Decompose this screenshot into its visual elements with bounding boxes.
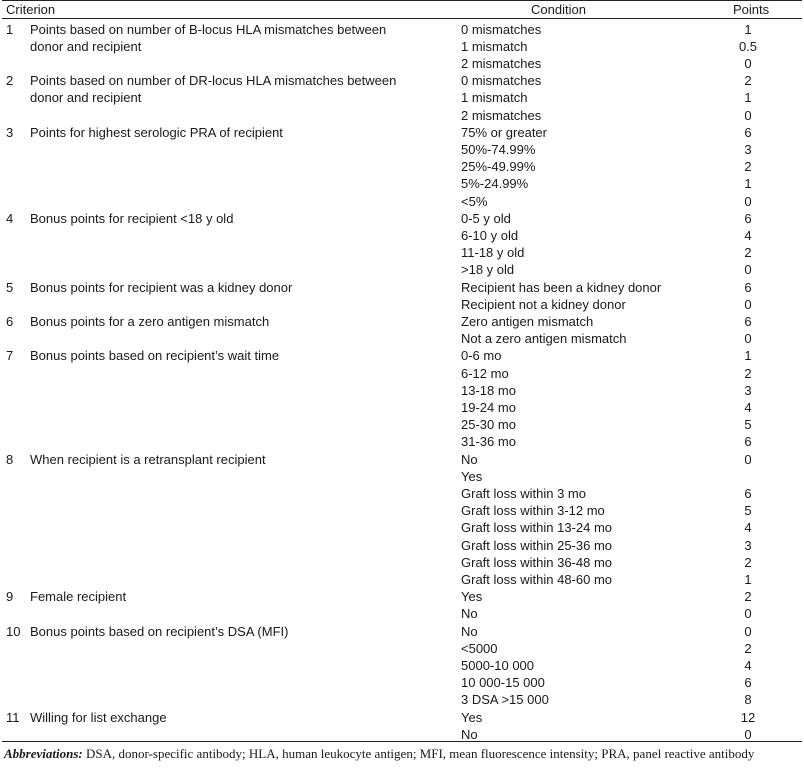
criterion-text: donor and recipient [30,90,142,106]
points-cell: 1 [744,348,752,364]
condition-cell: 0-6 mo [461,348,502,364]
points-cell: 2 [744,640,752,656]
header-condition: Condition [531,2,586,17]
points-cell: 5 [744,417,752,433]
condition-cell: 3 DSA >15 000 [461,692,549,708]
points-cell: 6 [744,313,752,329]
points-cell: 5 [744,503,752,519]
points-cell: 4 [744,399,752,415]
points-cell: 1 [744,571,752,587]
criterion-text: Points based on number of B-locus HLA mismatches between [30,21,387,37]
points-cell: 3 [744,382,752,398]
condition-cell: Zero antigen mismatch [461,313,594,329]
criterion-number: 4 [6,210,14,226]
points-cell: 6 [744,279,752,295]
condition-cell: 5000-10 000 [461,657,535,673]
points-cell: 8 [744,692,752,708]
criterion-number: 6 [6,313,14,329]
header-criterion: Criterion [6,2,56,17]
criterion-number: 1 [6,21,14,37]
footnote-label: Abbreviations: [4,746,83,761]
condition-cell: 75% or greater [461,124,547,140]
condition-cell: >18 y old [461,262,515,278]
condition-cell: <5% [461,193,488,209]
points-cell: 4 [744,227,752,243]
points-cell: 0.5 [738,38,758,54]
points-cell: 2 [744,159,752,175]
table-bottom-rule [2,741,802,742]
header-rule [2,18,802,19]
points-cell: 0 [744,107,752,123]
condition-cell: 5%-24.99% [461,176,529,192]
points-cell: 1 [744,90,752,106]
condition-cell: Not a zero antigen mismatch [461,331,627,347]
points-cell: 4 [744,520,752,536]
criterion-number: 11 [6,709,20,725]
condition-cell: No [461,623,478,639]
points-cell: 1 [744,176,752,192]
condition-cell: 13-18 mo [461,382,516,398]
points-cell: 4 [744,657,752,673]
points-cell: 1 [744,21,752,37]
condition-cell: 0 mismatches [461,73,542,89]
condition-cell: 25%-49.99% [461,159,536,175]
criterion-text: donor and recipient [30,38,142,54]
points-cell: 2 [744,73,752,89]
condition-cell: Graft loss within 36-48 mo [461,554,613,570]
criterion-number: 2 [6,73,14,89]
criterion-text: Willing for list exchange [30,709,167,725]
criterion-text: Points based on number of DR-locus HLA mismatches between [30,73,397,89]
points-cell: 12 [740,709,756,725]
condition-cell: Yes [461,709,483,725]
condition-cell: Yes [461,589,483,605]
condition-cell: No [461,726,478,742]
points-cell: 6 [744,210,752,226]
criterion-text: Bonus points based on recipient’s DSA (MFI) [30,623,289,639]
points-cell: 0 [744,606,752,622]
condition-cell: Graft loss within 13-24 mo [461,520,613,536]
condition-cell: Recipient has been a kidney donor [461,279,662,295]
condition-cell: Yes [461,468,483,484]
points-cell: 0 [744,331,752,347]
criterion-number: 9 [6,589,14,605]
condition-cell: 10 000-15 000 [461,675,545,691]
condition-cell: Graft loss within 3 mo [461,485,586,501]
condition-cell: 0-5 y old [461,210,511,226]
points-cell: 2 [744,589,752,605]
criterion-number: 7 [6,348,14,364]
condition-cell: 19-24 mo [461,399,516,415]
points-cell: 6 [744,485,752,501]
condition-cell: 50%-74.99% [461,141,536,157]
points-cell: 2 [744,365,752,381]
condition-cell: 6-12 mo [461,365,509,381]
criterion-text: Points for highest serologic PRA of recipient [30,124,283,140]
criterion-text: Female recipient [30,589,127,605]
condition-cell: 1 mismatch [461,38,528,54]
condition-cell: Graft loss within 3-12 mo [461,503,605,519]
condition-cell: 1 mismatch [461,90,528,106]
criterion-number: 3 [6,124,14,140]
points-cell: 6 [744,124,752,140]
condition-cell: <5000 [461,640,498,656]
criterion-text: Bonus points for a zero antigen mismatch [30,313,270,329]
criterion-number: 8 [6,451,14,467]
points-cell: 0 [744,726,752,742]
criterion-text: When recipient is a retransplant recipient [30,451,266,467]
points-cell: 3 [744,141,752,157]
condition-cell: 11-18 y old [461,245,525,261]
condition-cell: 0 mismatches [461,21,542,37]
points-cell: 0 [744,262,752,278]
condition-cell: Recipient not a kidney donor [461,296,626,312]
footnote [4,745,754,763]
footnote-text: DSA, donor-specific antibody; HLA, human leukocyte antigen; MFI, mean fluorescence intensity; PRA, panel reactive antibody [82,746,755,761]
criterion-number: 10 [6,623,21,639]
points-cell: 0 [744,193,752,209]
criterion-text: Bonus points for recipient <18 y old [30,210,234,226]
points-cell: 3 [744,537,752,553]
points-cell: 2 [744,554,752,570]
header-points: Points [733,2,770,17]
condition-cell: 31-36 mo [461,434,516,450]
criterion-text: Bonus points for recipient was a kidney donor [30,279,293,295]
points-cell: 6 [744,675,752,691]
condition-cell: 6-10 y old [461,227,519,243]
condition-cell: 2 mismatches [461,55,542,71]
points-cell: 0 [744,623,752,639]
points-cell: 0 [744,451,752,467]
condition-cell: No [461,451,478,467]
condition-cell: 25-30 mo [461,417,516,433]
condition-cell: 2 mismatches [461,107,542,123]
points-cell: 6 [744,434,752,450]
points-cell: 0 [744,296,752,312]
criterion-number: 5 [6,279,14,295]
points-cell: 2 [744,245,752,261]
condition-cell: Graft loss within 48-60 mo [461,571,613,587]
criterion-text: Bonus points based on recipient’s wait time [30,348,280,364]
condition-cell: No [461,606,478,622]
table-top-rule [2,0,802,1]
points-cell: 0 [744,55,752,71]
condition-cell: Graft loss within 25-36 mo [461,537,613,553]
